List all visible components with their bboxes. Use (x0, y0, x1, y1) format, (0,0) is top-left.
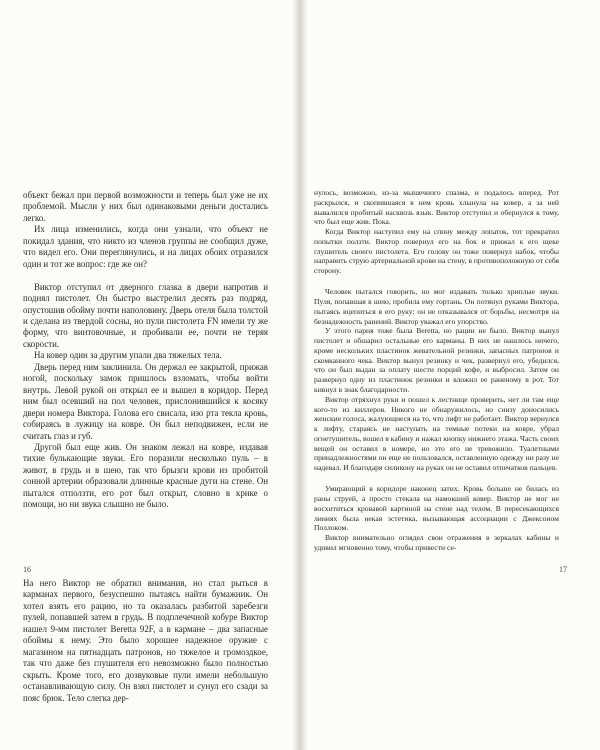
paragraph: Когда Виктор наступил ему на спину между лопаток, тот прекратил попытки ползти. Виктор повернул его на бок и прижал к его щеке глушитель своего пистолета. Его голову он тоже повернул набок, чтобы направить струю артериальной крови на стену, в противоположную от себя сторону. (314, 227, 559, 276)
left-page-text (23, 190, 268, 511)
paragraph: Другой был еще жив. Он знаком лежал на ковре, издавая тихие булькающие звуки. Его поразили несколько пуль – в живот, в грудь и в шею, так что брызги крови из пробитой сонной артерии образовали длинные красные дуги на стене. Он пытался отползти, его рот был открыт, словно в крике о помощи, но ни звука слышно не было. (23, 441, 268, 510)
paragraph: Их лица изменились, когда они узнали, что объект не покидал здания, что никто из членов группы не сообщил дуже, что видел его. Они переглянулись, и на лицах обоих отразился один и тот же вопрос: где же он? (23, 224, 268, 269)
paragraph: На ковер один за другим упали два тяжелых тела. (34, 350, 222, 361)
paragraph: объект бежал при первой возможности и теперь был уже не их проблемой. Мысли у них был одинаковыми деньги достались легко. (23, 190, 268, 223)
right-page-text (314, 188, 559, 553)
paragraph: Человек пытался говорить, но мог издавать только хриплые звуки. Пуля, попавшая в шею, пробила ему гортань. Он потянул руками Виктора, пытаясь вцепиться в его руку: он не отказывался от борьбы, несмотря на безнадежность ранений. Виктор уважал его упорство. (314, 287, 559, 326)
paragraph: Виктор отряхнул руки и пошел к лестнице проверить, нет ли там еще кого-то из киллеров. Никого не обнаружилось, но снизу доносились женские голоса, жалующиеся на то, что лифт не работает. Виктор вернулся к лифту, стараясь не наступать на темные потеки на ковре, убрал огнетушитель, вошел в кабину и нажал кнопку нижнего этажа. Часть своих вещей он оставил в номере, но это его не тревожило. Туалетными принадлежностями он еще не пользовался, оставленную одежду ни разу не надевал. И благодаря силикону на руках он не оставил отпечатков пальцев. (314, 394, 559, 473)
left-page-continuation (23, 578, 268, 704)
paragraph: Умирающий в коридоре наконец затих. Кровь больше не билась из раны струей, а просто стекала на намокший ковер. Виктор не мог не восхититься кровавой картиной на стене над телом. В пересекающихся линиях была некая эстетика, вызывающая ассоциации с Джексоном Поллоком. (314, 484, 559, 533)
page-number-left: 16 (23, 565, 31, 574)
paragraph: На него Виктор не обратил внимания, но стал рыться в карманах первого, безуспешно пытаясь найти бумажник. Он хотел взять его рацию, но та оказалась разбитой заребезги пулей, попавшей затем в грудь. В подплечечной кобуре Виктор нашел 9-мм пистолет Beretta 92F, а в кармане – два запасные обоймы к нему. Это было хорошее надежное оружие с магазином на пятнадцать патронов, но тяжелое и громоздкое, так что даже без глушителя его невозможно было полностью скрыть. Кроме того, его дозвуковые пули имели небольшую останавливающую силу. Он взял пистолет и сунул его сзади за пояс брюк. Тело слегка дер- (23, 578, 268, 703)
paragraph: У этого парня тоже была Beretta, но рации не было. Виктор вынул пистолет и обшарил остальные его карманы. В них не нашлось ничего, кроме нескольких пластинок жевательной резинки, запасных патронов и скомканного чека. Виктор вынул резинку и чек, развернул его, убедился, что он был выдан за оплату шести порций кофе, и выбросил. Затем он развернул одну из пластинок резинки и вложил ее раненому в рот. Тот кивнул в знак благодарности. (314, 326, 559, 394)
paragraph: нулось, возможно, из-за мышечного спазма, и подалось вперед. Рот раскрылся, и скопившаяся в нем кровь хлынула на ковер, а за ней вывалился пробитый насквозь язык. Виктор отступил и обернулся к тому, что был еще жив. Пока. (314, 188, 559, 227)
paragraph: Виктор отступил от дверного глазка в двери напротив и поднял пистолет. Он быстро выстрелил десять раз подряд, опустошив обойму почти наполовину. Дверь отеля была толстой и сделана из твердой сосны, но пули пистолета FN имели ту же форму, что винтовочные, и пробивали ее, почти не теряя скорости. (23, 281, 268, 349)
paragraph: Дверь перед ним заклинила. Он держал ее закрытой, прижав ногой, поскольку замок пришлось взломать, чтобы войти внутрь. Левой рукой он открыл ее и вышел в коридор. Перед ним был осевший на пол человек, прислонившийся к косяку двери номера Виктора. Голова его свисала, изо рта текла кровь, собираясь в лужицу на ковре. Он был неподвижен, если не считать глаз и губ. (23, 361, 268, 441)
book-gutter (292, 0, 308, 750)
paragraph: Виктор внимательно оглядел свои отражения в зеркалах кабины и удивил мгновенно тому, чтобы привести се- (314, 533, 559, 552)
page-number-right: 17 (559, 565, 567, 574)
